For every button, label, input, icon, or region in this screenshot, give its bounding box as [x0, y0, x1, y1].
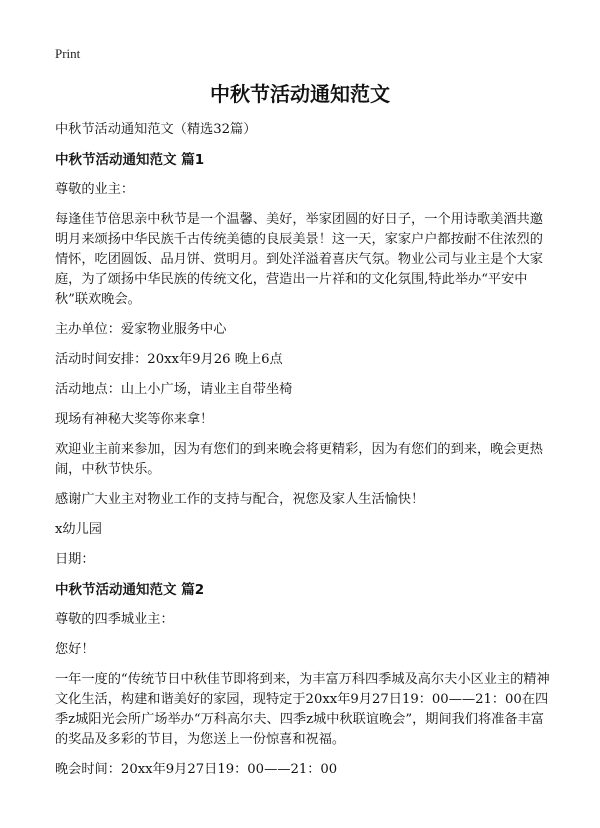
section-heading-1: 中秋节活动通知范文 篇1	[55, 152, 205, 168]
greeting-2: 尊敬的四季城业主：	[55, 612, 174, 627]
organizer-line: 主办单位：爱家物业服务中心	[55, 322, 227, 337]
paragraph-intro-1: 每逢佳节倍思亲中秋节是一个温馨、美好，举家团圆的好日子，一个用诗歌美酒共邀明月来颂扬中华民族千古传统美德的良辰美景！这一天，家家户户都按耐不住浓烈的情怀，吃团圆饭、品月饼、赏明月。到处洋溢着喜庆气氛。物业公司与业主是个大家庭，为了颂扬中华民族的传统文化，营造出一片祥和的文化氛围,特此举办“平安中秋”联欢晚会。	[55, 212, 543, 307]
page-title: 中秋节活动通知范文	[210, 82, 390, 106]
document-subtitle: 中秋节活动通知范文（精选32篇）	[55, 122, 257, 137]
section-heading-2: 中秋节活动通知范文 篇2	[55, 582, 205, 598]
print-link[interactable]: Print	[55, 46, 81, 61]
date-line: 日期：	[55, 552, 95, 567]
hello-line: 您好！	[55, 642, 95, 657]
thanks-line: 感谢广大业主对物业工作的支持与配合，祝您及家人生活愉快！	[55, 492, 425, 507]
greeting-1: 尊敬的业主：	[55, 182, 135, 197]
time-line-2: 晚会时间：20xx年9月27日19：00——21：00	[55, 762, 338, 777]
prize-line: 现场有神秘大奖等你来拿！	[55, 412, 214, 427]
welcome-paragraph: 欢迎业主前来参加，因为有您们的到来晚会将更精彩，因为有您们的到来，晚会更热闹，中秋节快乐。	[55, 442, 543, 477]
place-line: 活动地点：山上小广场，请业主自带坐椅	[55, 382, 293, 397]
paragraph-intro-2: 一年一度的“传统节日中秋佳节即将到来，为丰富万科四季城及高尔夫小区业主的精神文化生活，构建和谐美好的家园，现特定于20xx年9月27日19：00——21：00在四季z城阳光会所广场举办“万科高尔夫、四季z城中秋联谊晚会”，期间我们将准备丰富的奖品及多彩的节目，为您送上一份惊喜和祝福。	[55, 672, 550, 747]
time-line-1: 活动时间安排：20xx年9月26 晚上6点	[55, 352, 283, 367]
signature-line: x幼儿园	[55, 522, 102, 537]
document-body	[55, 120, 555, 790]
